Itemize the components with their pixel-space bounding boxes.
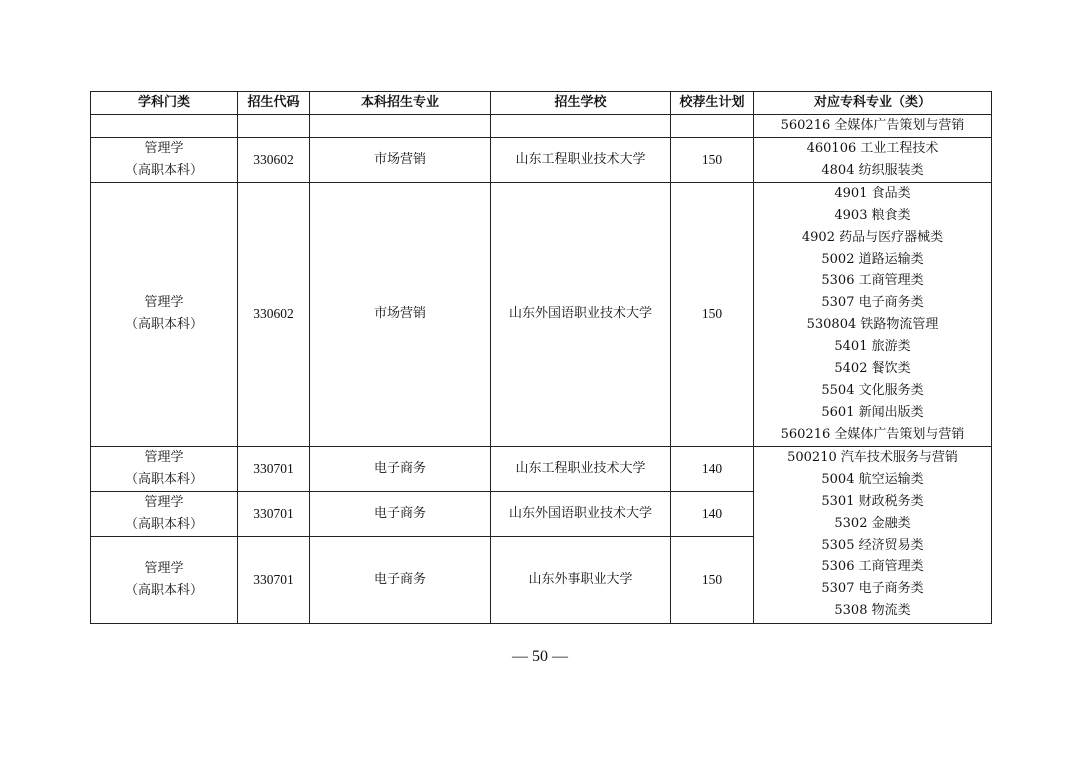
related-major-item: 500210 汽车技术服务与营销 (787, 450, 958, 466)
code-cell: 330701 (238, 491, 310, 536)
related-major-item: 530804 铁路物流管理 (806, 317, 939, 333)
category-cell (91, 536, 238, 623)
major-cell: 电子商务 (310, 536, 491, 623)
related-major-item: 5004 航空运输类 (821, 471, 924, 487)
related-major-item: 5401 旅游类 (834, 339, 911, 355)
related-major-item: 5402 餐饮类 (834, 361, 911, 377)
related-majors-cell (754, 182, 992, 446)
related-major-item: 4901 食品类 (834, 185, 911, 201)
plan-cell: 150 (671, 182, 754, 446)
category-sublabel: （高职本科） (124, 582, 203, 598)
code-cell: 330701 (238, 536, 310, 623)
school-cell: 山东工程职业技术大学 (491, 137, 671, 182)
related-major-item: 5002 道路运输类 (821, 251, 924, 267)
related-major-item: 5301 财政税务类 (821, 493, 924, 509)
header-code: 招生代码 (238, 92, 310, 115)
admissions-table (90, 91, 992, 624)
code-cell: 330602 (238, 137, 310, 182)
table-row (91, 182, 992, 446)
major-cell: 市场营销 (310, 182, 491, 446)
category-label: 管理学 (144, 295, 184, 311)
table-header-row (91, 92, 992, 115)
related-major-item: 5601 新闻出版类 (821, 404, 924, 420)
table-row (91, 446, 992, 491)
category-sublabel: （高职本科） (124, 471, 203, 487)
header-related-majors: 对应专科专业（类） (754, 92, 992, 115)
related-major-item: 560216 全媒体广告策划与营销 (780, 426, 965, 442)
related-major-item: 460106 工业工程技术 (806, 141, 939, 156)
category-cell (91, 182, 238, 446)
major-cell: 市场营销 (310, 137, 491, 182)
category-cell (91, 137, 238, 182)
related-major-item: 5302 金融类 (834, 515, 911, 531)
related-major-item: 5307 电子商务类 (821, 295, 924, 311)
category-sublabel: （高职本科） (124, 162, 203, 178)
category-cell (91, 491, 238, 536)
code-cell: 330701 (238, 446, 310, 491)
major-cell: 电子商务 (310, 491, 491, 536)
related-major-item: 5308 物流类 (834, 603, 911, 619)
header-school: 招生学校 (491, 92, 671, 115)
plan-cell: 150 (671, 137, 754, 182)
major-cell: 电子商务 (310, 446, 491, 491)
related-major-item: 4903 粮食类 (834, 207, 911, 223)
plan-cell: 140 (671, 446, 754, 491)
school-cell: 山东外国语职业技术大学 (491, 491, 671, 536)
related-major-item: 4804 纺织服装类 (821, 162, 924, 178)
table-row-carryover (91, 115, 992, 138)
category-cell (91, 446, 238, 491)
plan-cell: 150 (671, 536, 754, 623)
category-label: 管理学 (144, 140, 184, 156)
school-cell: 山东外事职业大学 (491, 536, 671, 623)
header-plan: 校荐生计划 (671, 92, 754, 115)
related-major-item: 5307 电子商务类 (821, 581, 924, 597)
related-majors-cell (754, 115, 992, 138)
related-major-item: 5306 工商管理类 (821, 273, 924, 289)
table-row (91, 137, 992, 182)
category-label: 管理学 (144, 494, 184, 510)
related-majors-cell (754, 446, 992, 623)
category-sublabel: （高职本科） (124, 516, 203, 532)
page-number: — 50 — (512, 648, 568, 665)
related-majors-cell (754, 137, 992, 182)
category-sublabel: （高职本科） (124, 317, 203, 333)
plan-cell: 140 (671, 491, 754, 536)
school-cell: 山东工程职业技术大学 (491, 446, 671, 491)
related-major-item: 5504 文化服务类 (821, 382, 924, 398)
header-major: 本科招生专业 (310, 92, 491, 115)
header-category: 学科门类 (91, 92, 238, 115)
code-cell: 330602 (238, 182, 310, 446)
category-label: 管理学 (144, 449, 184, 465)
related-major-item: 5305 经济贸易类 (821, 537, 924, 553)
category-label: 管理学 (144, 560, 184, 576)
related-major-item: 5306 工商管理类 (821, 559, 924, 575)
school-cell: 山东外国语职业技术大学 (491, 182, 671, 446)
related-major-item: 4902 药品与医疗器械类 (801, 229, 944, 245)
related-major-item: 560216 全媒体广告策划与营销 (780, 118, 965, 133)
